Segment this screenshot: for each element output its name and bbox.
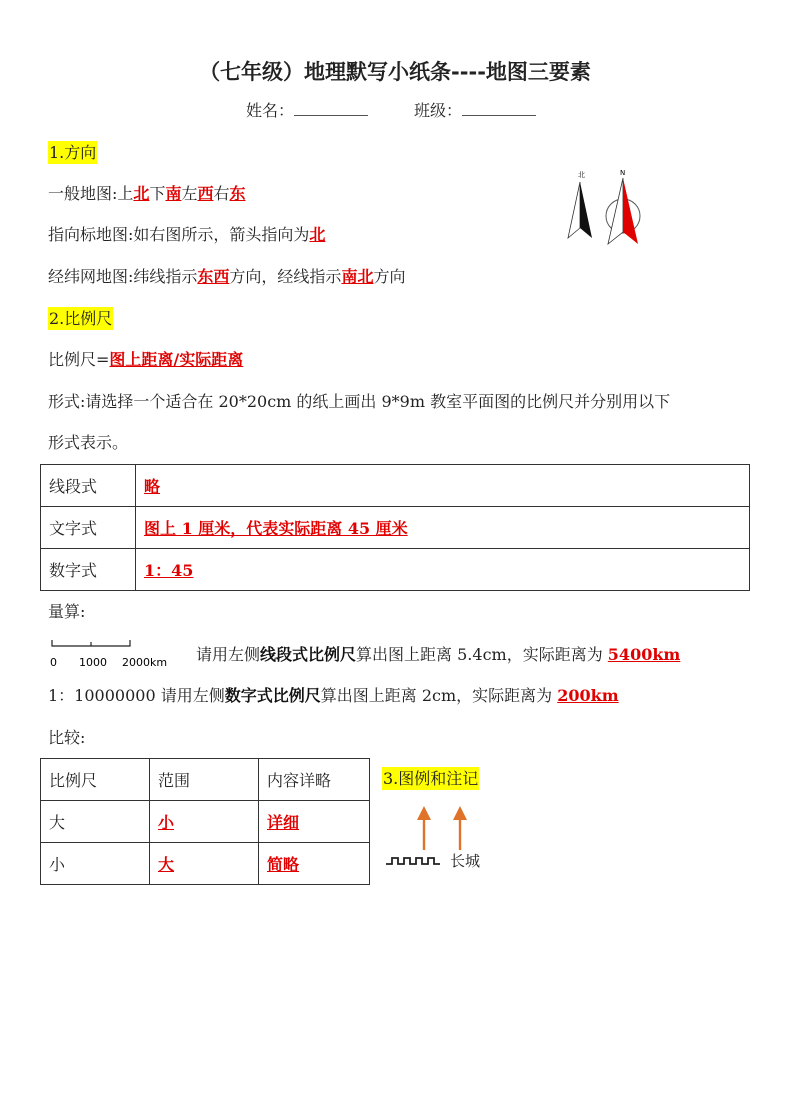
scale-bar-icon (48, 636, 180, 670)
scale-definition: 比例尺=图上距离/实际距离 (48, 350, 244, 369)
arrow-icon (417, 806, 431, 850)
section-2-heading: 2.比例尺 (49, 309, 113, 328)
range-answer: 大 (150, 843, 259, 885)
name-field (246, 100, 368, 122)
range-answer: 小 (150, 801, 259, 843)
table-row (41, 507, 750, 549)
answer-north: 北 (133, 184, 150, 203)
form-answer: 图上 1 厘米，代表实际距离 45 厘米 (136, 507, 750, 549)
form-answer: 略 (136, 465, 750, 507)
section-3-heading: 3.图例和注记 (383, 769, 479, 788)
compass-label-cn: 北 (578, 171, 585, 179)
scale-form-table (40, 464, 750, 591)
table-row (41, 465, 750, 507)
section-1-heading: 1.方向 (49, 143, 97, 162)
column-header: 比例尺 (41, 759, 150, 801)
form-answer: 1：45 (136, 549, 750, 591)
class-field (414, 100, 536, 122)
name-blank[interactable] (294, 101, 368, 116)
compare-label: 比较: (48, 728, 86, 747)
general-map-line: 一般地图:上北下南左西右东 (48, 184, 246, 203)
answer-south: 南 (165, 184, 182, 203)
pointer-map-line: 指向标地图:如右图所示，箭头指向为北 (48, 225, 326, 244)
name-label: 姓名： (246, 101, 295, 120)
answer-calc-1: 5400km (607, 645, 681, 664)
class-blank[interactable] (462, 101, 536, 116)
form-label: 线段式 (41, 465, 136, 507)
answer-west: 西 (197, 184, 214, 203)
page-title: （七年级）地理默写小纸条----地图三要素 (199, 60, 591, 84)
form-instruction: 形式:请选择一个适合在 20*20cm 的纸上画出 9*9m 教室平面图的比例尺并分别用以下 (48, 392, 671, 411)
detail-answer: 简略 (259, 843, 370, 885)
class-label: 班级： (414, 101, 463, 120)
column-header: 范围 (150, 759, 259, 801)
legend-label: 长城 (450, 852, 481, 870)
scale-tick-0: 0 (50, 656, 57, 669)
compass-label-n: N (620, 169, 626, 177)
form-instruction-cont: 形式表示。 (48, 433, 129, 452)
calc-line-2: 1：10000000 请用左侧数字式比例尺算出图上距离 2cm，实际距离为 200km (48, 686, 619, 705)
scale-cell: 大 (41, 801, 150, 843)
scale-tick-1000: 1000 (79, 656, 107, 669)
scale-tick-2000: 2000km (122, 656, 168, 669)
legend-illustration (384, 800, 494, 876)
form-label: 数字式 (41, 549, 136, 591)
scale-cell: 小 (41, 843, 150, 885)
answer-south-north: 南北 (341, 267, 374, 286)
table-row (41, 843, 370, 885)
answer-east-west: 东西 (197, 267, 230, 286)
answer-east: 东 (229, 184, 246, 203)
graticule-map-line: 经纬网地图:纬线指示东西方向，经线指示南北方向 (48, 267, 406, 286)
answer-pointer-north: 北 (309, 225, 326, 244)
great-wall-symbol-icon (386, 858, 440, 864)
answer-calc-2: 200km (557, 686, 619, 705)
north-arrow-icon (560, 166, 650, 248)
table-row (41, 801, 370, 843)
table-header-row (41, 759, 370, 801)
table-row (41, 549, 750, 591)
form-label: 文字式 (41, 507, 136, 549)
answer-scale-definition: 图上距离/实际距离 (109, 350, 244, 369)
detail-answer: 详细 (259, 801, 370, 843)
arrow-icon (453, 806, 467, 850)
compare-table (40, 758, 370, 885)
column-header: 内容详略 (259, 759, 370, 801)
calc-line-1: 请用左侧线段式比例尺算出图上距离 5.4cm，实际距离为 5400km (196, 645, 681, 664)
calc-label: 量算: (48, 602, 86, 621)
